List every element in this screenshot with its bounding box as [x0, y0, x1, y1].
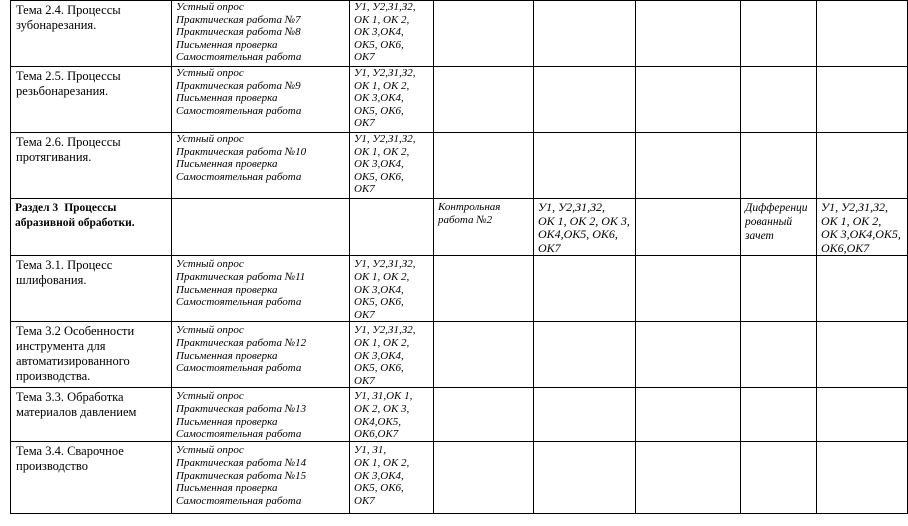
table-row — [11, 133, 908, 199]
empty-cell — [817, 322, 908, 388]
forms-cell: Устный опрос Практическая работа №9 Письменная проверка Самостоятельная работа — [172, 67, 350, 133]
empty-cell — [534, 388, 636, 442]
table-row — [11, 322, 908, 388]
codes-cell: У1, У2,З1,З2, ОК 1, ОК 2, ОК 3,ОК4, ОК5, ОК6, ОК7 — [350, 67, 434, 133]
empty-cell — [534, 67, 636, 133]
section-row — [11, 199, 908, 256]
empty-cell — [817, 67, 908, 133]
empty-cell — [817, 256, 908, 322]
codes-cell: У1, З1, ОК 1, ОК 2, ОК 3,ОК4, ОК5, ОК6, ОК7 — [350, 442, 434, 514]
table-row — [11, 1, 908, 67]
codes-cell: У1, У2,З1,З2, ОК 1, ОК 2, ОК 3,ОК4, ОК5, ОК6, ОК7 — [350, 322, 434, 388]
table-row — [11, 442, 908, 514]
table-row — [11, 388, 908, 442]
empty-cell — [636, 322, 741, 388]
empty-cell — [534, 256, 636, 322]
empty-cell — [817, 133, 908, 199]
topic-cell: Тема 2.6. Процессы протягивания. — [11, 133, 172, 199]
empty-cell — [636, 442, 741, 514]
empty-cell — [434, 322, 534, 388]
empty-cell — [434, 442, 534, 514]
empty-cell — [741, 133, 817, 199]
empty-cell — [741, 1, 817, 67]
codes-cell: У1, У2,З1,З2, ОК 1, ОК 2, ОК 3,ОК4, ОК5, ОК6, ОК7 — [350, 256, 434, 322]
topic-cell: Тема 3.1. Процесс шлифования. — [11, 256, 172, 322]
forms-cell: Устный опрос Практическая работа №12 Письменная проверка Самостоятельная работа — [172, 322, 350, 388]
empty-cell — [741, 388, 817, 442]
forms-cell: Устный опрос Практическая работа №10 Письменная проверка Самостоятельная работа — [172, 133, 350, 199]
topic-cell: Тема 2.5. Процессы резьбонарезания. — [11, 67, 172, 133]
empty-cell — [434, 256, 534, 322]
empty-cell — [534, 133, 636, 199]
empty-cell — [636, 1, 741, 67]
empty-cell — [741, 256, 817, 322]
empty-cell — [434, 67, 534, 133]
section-label: Раздел 3 — [15, 202, 59, 214]
empty-cell — [817, 388, 908, 442]
topic-cell: Тема 2.4. Процессы зубонарезания. — [11, 1, 172, 67]
table-row — [11, 67, 908, 133]
topic-cell: Тема 3.3. Обработка материалов давлением — [11, 388, 172, 442]
forms-cell: Устный опрос Практическая работа №7 Практическая работа №8 Письменная проверка Самостоятельная работа — [172, 1, 350, 67]
empty-cell — [172, 199, 350, 256]
final-codes-cell: У1, У2,З1,З2, ОК 1, ОК 2, ОК 3,ОК4,ОК5, ОК6,ОК7 — [817, 199, 908, 256]
codes-cell: У1, У2,З1,З2, ОК 1, ОК 2, ОК 3,ОК4, ОК5, ОК6, ОК7 — [350, 1, 434, 67]
empty-cell — [636, 67, 741, 133]
empty-cell — [350, 199, 434, 256]
topic-cell: Тема 3.4. Сварочное производство — [11, 442, 172, 514]
empty-cell — [434, 388, 534, 442]
forms-cell: Устный опрос Практическая работа №11 Письменная проверка Самостоятельная работа — [172, 256, 350, 322]
empty-cell — [817, 1, 908, 67]
empty-cell — [741, 442, 817, 514]
empty-cell — [434, 133, 534, 199]
final-form-cell: Дифференци рованный зачет — [741, 199, 817, 256]
empty-cell — [534, 1, 636, 67]
empty-cell — [741, 322, 817, 388]
empty-cell — [636, 133, 741, 199]
empty-cell — [636, 388, 741, 442]
control-codes-cell: У1, У2,З1,З2, ОК 1, ОК 2, ОК 3, ОК4,ОК5, ОК6, ОК7 — [534, 199, 636, 256]
assessment-table — [10, 0, 908, 514]
empty-cell — [741, 67, 817, 133]
codes-cell: У1, З1,ОК 1, ОК 2, ОК 3, ОК4,ОК5, ОК6,ОК7 — [350, 388, 434, 442]
topic-cell: Тема 3.2 Особенности инструмента для автоматизированного производства. — [11, 322, 172, 388]
section-title: Процессы — [64, 202, 117, 214]
empty-cell — [636, 199, 741, 256]
codes-cell: У1, У2,З1,З2, ОК 1, ОК 2, ОК 3,ОК4, ОК5, ОК6, ОК7 — [350, 133, 434, 199]
empty-cell — [534, 322, 636, 388]
empty-cell — [534, 442, 636, 514]
empty-cell — [817, 442, 908, 514]
forms-cell: Устный опрос Практическая работа №14 Практическая работа №15 Письменная проверка Самостоятельная работа — [172, 442, 350, 514]
control-form-cell: Контрольная работа №2 — [434, 199, 534, 256]
empty-cell — [636, 256, 741, 322]
empty-cell — [434, 1, 534, 67]
table-row — [11, 256, 908, 322]
forms-cell: Устный опрос Практическая работа №13 Письменная проверка Самостоятельная работа — [172, 388, 350, 442]
section-title-cell: Раздел 3 Процессы абразивной обработки. — [11, 199, 172, 256]
